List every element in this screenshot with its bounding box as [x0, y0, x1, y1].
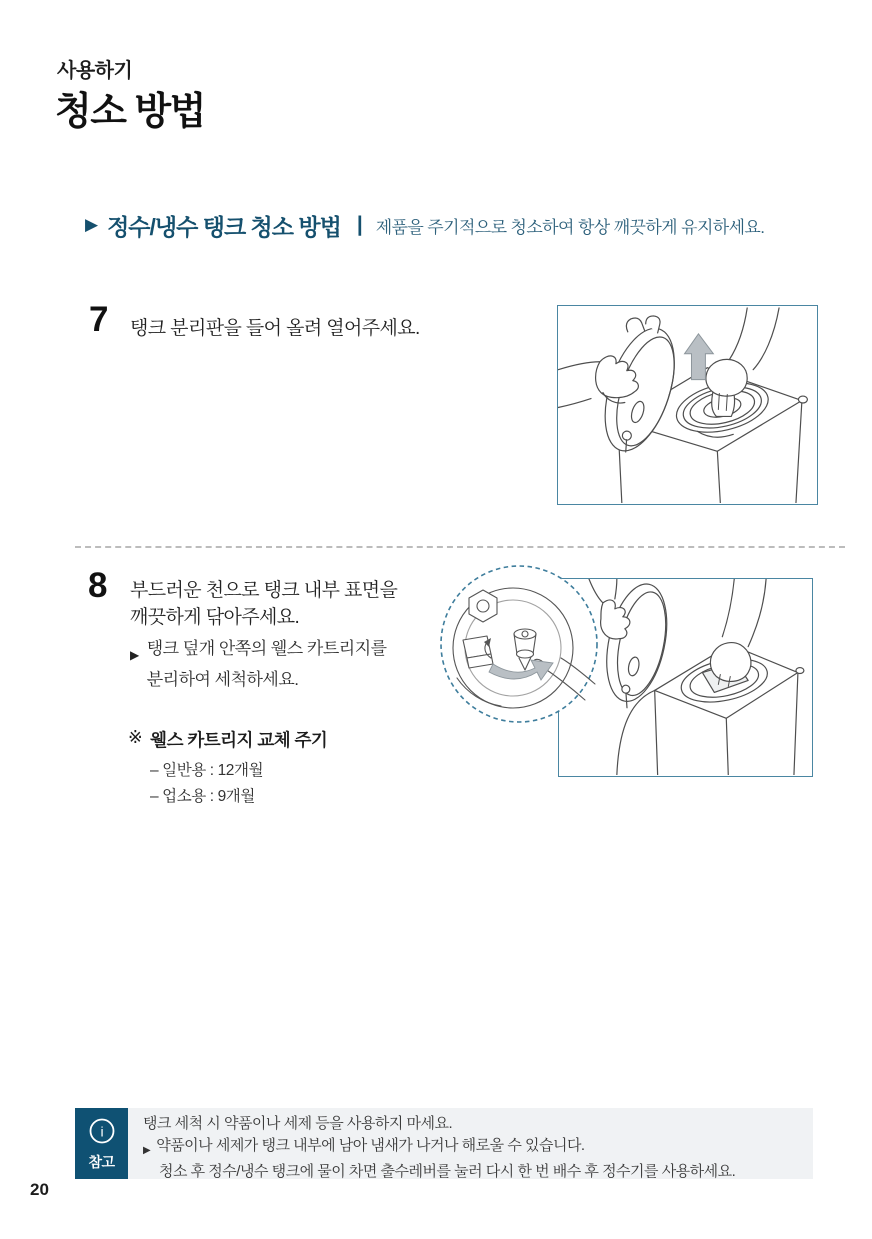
- step-8-subnote-line2: 분리하여 세척하세요.: [146, 670, 299, 689]
- cartridge-note-items: [128, 758, 327, 810]
- step-8-instruction-line2: 깨끗하게 닦아주세요.: [130, 607, 300, 628]
- note-line-3: 청소 후 정수/냉수 탱크에 물이 차면 출수레버를 눌러 다시 한 번 배수 후 정수기를 사용하세요.: [159, 1163, 736, 1180]
- cartridge-detail-inset: [435, 560, 603, 728]
- section-description: 제품을 주기적으로 청소하여 항상 깨끗하게 유지하세요.: [375, 218, 765, 237]
- reference-mark-icon: ※: [128, 727, 143, 747]
- step-8-subnote-line1: 탱크 덮개 안쪽의 웰스 카트리지를: [146, 639, 387, 658]
- cartridge-note-title-row: [128, 727, 327, 752]
- step-8-subnote-text: [147, 633, 387, 695]
- vertical-divider: |: [356, 212, 363, 236]
- step-7-instruction: 탱크 분리판을 들어 올려 열어주세요.: [130, 318, 420, 339]
- page-title: 청소 방법: [55, 91, 205, 133]
- page-number: 20: [30, 1180, 49, 1199]
- step-8-number: 8: [88, 566, 108, 605]
- step-7-illustration: [557, 305, 818, 505]
- step-8-instruction-line1: 부드러운 천으로 탱크 내부 표면을: [130, 580, 398, 601]
- info-icon: [88, 1117, 116, 1145]
- page-eyebrow: 사용하기: [57, 60, 133, 82]
- triangle-bullet-icon: ▶: [130, 648, 139, 662]
- note-label: 참고: [88, 1154, 115, 1170]
- cartridge-note-item: – 일반용 : 12개월: [150, 762, 264, 779]
- tank-cover-lift-drawing: [558, 306, 816, 503]
- step-7-number: 7: [89, 300, 109, 339]
- note-label-box: [75, 1108, 128, 1179]
- step-8-instruction: [130, 577, 397, 631]
- cartridge-note-item: – 업소용 : 9개월: [150, 788, 255, 805]
- step-8-subnote: [130, 633, 387, 695]
- note-line-2: [143, 1135, 803, 1162]
- cartridge-note-title: 웰스 카트리지 교체 주기: [150, 730, 328, 750]
- triangle-bullet-icon: ▶: [143, 1144, 151, 1156]
- note-line-2-text: 약품이나 세제가 탱크 내부에 남아 냄새가 나거나 해로울 수 있습니다.: [156, 1136, 585, 1154]
- note-panel: [128, 1108, 813, 1179]
- note-line-1: 탱크 세척 시 약품이나 세제 등을 사용하지 마세요.: [143, 1115, 453, 1132]
- section-header: [85, 209, 764, 242]
- step-8-illustration: [435, 560, 819, 780]
- svg-text:i: i: [99, 1123, 104, 1140]
- section-title: 정수/냉수 탱크 청소 방법: [107, 214, 341, 240]
- triangle-bullet-icon: ▶: [85, 214, 99, 234]
- dashed-divider: [75, 546, 845, 548]
- cartridge-replacement-note: [128, 727, 327, 810]
